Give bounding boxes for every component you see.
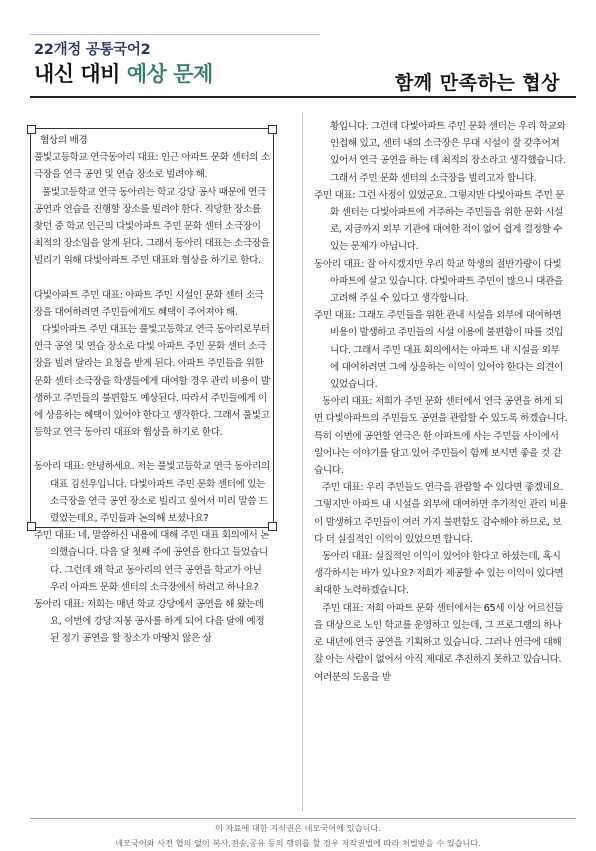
background-paragraph: 다빛아파트 주민 대표는 풀빛고등학교 연극 동아리로부터 연극 공연 및 연습 장소로 다빛 아파트 주민 문화 센터 소극장을 빌려 달라는 요청을 받게 된다. 아파트 주민들을 위한 문화 센터 소극장을 학생들에게 대여할 경우 관리 비용이 발생하고 주민들의 불편함도 예상된다. 따라서 주민들에게 이에 상응하는 혜택이 있어야 한다고 생각한다. 그래서 풀빛고등학교 연극 동아리 대표와 협상을 하기로 한다. — [34, 324, 270, 439]
footer-rule — [30, 818, 576, 819]
dialogue-line: 동아리 대표: 잘 아시겠지만 우리 학교 학생의 절반가량이 다빛아파트에 살고 있습니다. 다빛아파트 주민이 많으니 대관을 고려해 주실 수 있다고 생각합니다. — [314, 258, 563, 305]
course-subtitle: 22개정 공통국어2 — [34, 42, 151, 58]
dialogue-line: 주민 대표: 우리 주민들도 연극을 관람할 수 있다면 좋겠네요. 그렇지만 아파트 내 시설을 외부에 대여하면 추가적인 관리 비용이 발생하고 주민들이 여러 가지 불편함도 감수해야 하므로, 보다 더 실질적인 이익이 있었으면 합니다. — [314, 482, 568, 545]
page-title — [34, 58, 213, 88]
dialogue-line: 동아리 대표: 안녕하세요. 저는 풀빛고등학교 연극 동아리의 대표 김선우입니다. 다빛아파트 주민 문화 센터에 있는 소극장을 연극 공연 장소로 빌리고 싶어서 미리 말씀 드렸었는데요, 주민들과 논의해 보셨나요? — [34, 461, 270, 525]
header-rule — [30, 96, 576, 98]
background-paragraph: 다빛아파트 주민 대표: 아파트 주민 시설인 문화 센터 소극장을 대여하려면 주민들에게도 혜택이 주어져야 해. — [34, 289, 264, 318]
title-prefix: 내신 대비 — [34, 62, 127, 86]
section-title: 함께 만족하는 협상 — [394, 72, 560, 94]
dialogue-line: 동아리 대표: 저희는 매년 학교 강당에서 공연을 해 왔는데요, 이번에 강당 지붕 공사를 하게 되어 다음 달에 예정된 정기 공연을 할 장소가 마땅치 않은 상 — [34, 599, 265, 645]
copyright-warning: 네모국어와 사전 협의 없이 복사,전송,공유 등의 행위를 할 경우 저작권법에 따라 처벌받을 수 있습니다. — [115, 838, 481, 848]
dialogue-line: 주민 대표: 그래도 주민들을 위한 관내 시설을 외부에 대여하면 비용이 발생하고 주민들의 시설 이용에 불편함이 따를 것입니다. 그래서 주민 대표 회의에서는 아파트 내 시설을 외부에 대여하려면 그에 상응하는 이익이 있어야 한다는 의견이 있었습니다. — [314, 310, 563, 391]
dialogue-line: 주민 대표: 저희 아파트 문화 센터에서는 65세 이상 어르신들을 대상으로 노인 학교를 운영하고 있는데, 그 프로그램의 하나로 내년에 연극 공연을 기획하고 있습니다. 그러나 연극에 대해 잘 아는 사람이 없어서 아직 제대로 추진하지 못하고 있습니다. 여러분의 도움을 받 — [314, 602, 564, 683]
dialogue-line: 동아리 대표: 저희가 주민 문화 센터에서 연극 공연을 하게 되면 다빛아파트의 주민들도 공연을 관람할 수 있도록 하겠습니다. 특히 이번에 공연할 연극은 한 아파트에 사는 주민들 사이에서 일어나는 이야기를 담고 있어 주민들이 함께 보시면 좋을 것 같습니다. — [314, 396, 568, 477]
right-column — [314, 118, 568, 686]
copyright-notice: 이 자료에 대한 지식권은 네모국어에 있습니다. — [215, 823, 381, 833]
column-divider — [302, 112, 303, 812]
left-column — [34, 132, 270, 648]
header-top-line — [30, 34, 320, 35]
dialogue-line: 주민 대표: 네, 말씀하신 내용에 대해 주민 대표 회의에서 논의했습니다. 다음 달 첫째 주에 공연을 한다고 들었습니다. 그런데 왜 학교 동아리의 연극 공연을 학교가 아닌 우리 아파트 문화 센터의 소극장에서 하려고 하나요? — [34, 530, 269, 593]
background-heading: 협상의 배경 — [40, 135, 88, 146]
background-paragraph: 풀빛고등학교 연극동아리 대표: 인근 아파트 문화 센터의 소극장을 연극 공연 및 연습 장소로 빌려야 해. — [34, 152, 270, 181]
dialogue-line: 주민 대표: 그런 사정이 있었군요. 그렇지만 다빛아파트 주민 문화 센터는 다빛아파트에 거주하는 주민들을 위한 문화 시설로, 지금까지 외부 기관에 대여한 적이 없어 쉽게 결정할 수 있는 문제가 아닙니다. — [314, 189, 565, 253]
dialogue-line: 황입니다. 그런데 다빛아파트 주민 문화 센터는 우리 학교와 인접해 있고, 센터 내의 소극장은 무대 시설이 잘 갖추어져 있어서 연극 공연을 하는 데 최적의 장소라고 생각했습니다. 그래서 주민 문화 센터의 소극장을 빌리고자 합니다. — [330, 121, 566, 184]
title-highlight: 예상 문제 — [126, 62, 213, 86]
background-paragraph: 풀빛고등학교 연극 동아리는 학교 강당 공사 때문에 연극 공연과 연습을 진행할 장소를 빌려야 한다. 적당한 장소를 찾던 중 학교 인근의 다빛아파트 주민 문화 센터 소극장이 최적의 장소임을 알게 된다. 그래서 동아리 대표는 소극장을 빌리기 위해 다빛아파트 주민 대표와 협상을 하기로 한다. — [34, 186, 270, 267]
dialogue-line: 동아리 대표: 실질적인 이익이 있어야 한다고 하셨는데, 혹시 생각하시는 바가 있나요? 저희가 제공할 수 있는 이익이 있다면 최대한 노력하겠습니다. — [314, 551, 564, 597]
